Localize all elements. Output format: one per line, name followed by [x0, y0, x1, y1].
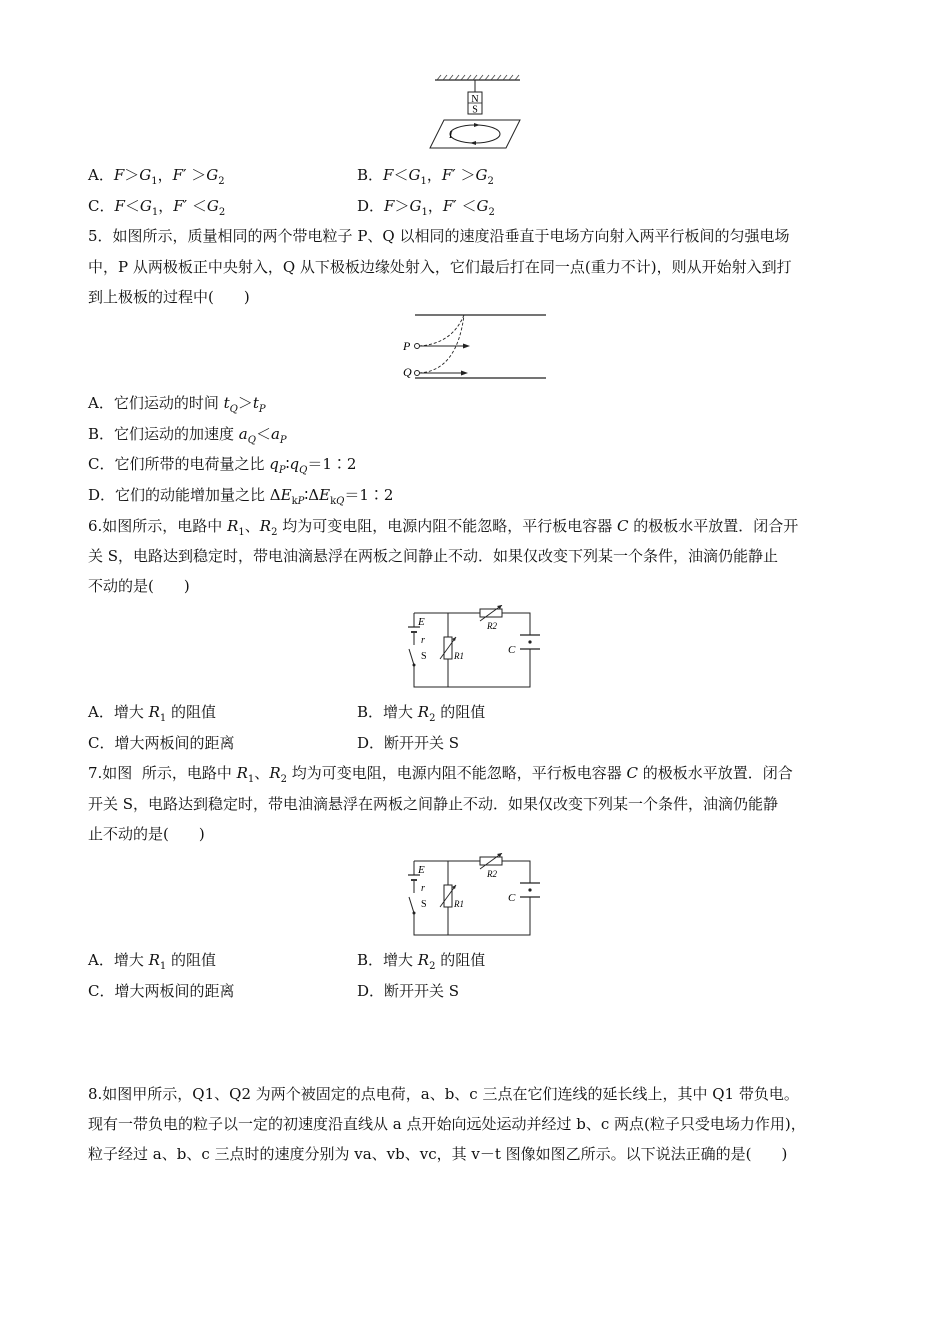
q8-stem-line-3: 粒子经过 a、b、c 三点时的速度分别为 va、vb、vc，其 v－t 图像如图乙所示。以下说法正确的是( ) — [88, 1145, 788, 1163]
q6-option-d: D．断开开关 S — [357, 734, 460, 752]
parallel-plates-figure — [400, 308, 550, 384]
q7-option-b: B．增大 $R_2$ 的阻值 — [357, 951, 486, 972]
q5-option-a: A．它们运动的时间 $t_Q>t_P$ — [88, 394, 266, 415]
internal-resistance-label: r — [421, 883, 425, 894]
switch-label: S — [421, 899, 427, 910]
particle-p-label: P — [403, 339, 411, 353]
current-label: I — [449, 130, 453, 141]
q5-stem-line-2: 中，P 从两极板正中央射入，Q 从下极板边缘处射入，它们最后打在同一点(重力不计)，则从开始射入到打 — [88, 258, 792, 276]
q6-option-b: B．增大 $R_2$ 的阻值 — [357, 703, 486, 724]
internal-resistance-label: r — [421, 635, 425, 646]
q7-option-a: A．增大 $R_1$ 的阻值 — [88, 951, 217, 972]
particle-q-label: Q — [403, 365, 412, 379]
r2-label: R2 — [487, 621, 497, 631]
emf-label: E — [418, 864, 425, 876]
q7-option-d: D．断开开关 S — [357, 982, 460, 1000]
circuit-figure-q7 — [400, 853, 550, 941]
r1-label: R1 — [454, 899, 464, 909]
r1-label: R1 — [454, 651, 464, 661]
q6-stem-line-2: 关 S，电路达到稳定时，带电油滴悬浮在两板之间静止不动．如果仅改变下列某一个条件，油滴仍能静止 — [88, 547, 779, 565]
q6-option-c: C．增大两板间的距离 — [88, 734, 235, 752]
magnet-south-label: S — [472, 104, 478, 116]
q5-stem-line-1: 5．如图所示，质量相同的两个带电粒子 P、Q 以相同的速度沿垂直于电场方向射入两平行板间的匀强电场 — [88, 227, 790, 245]
capacitor-label: C — [508, 892, 516, 904]
magnet-loop-figure — [420, 72, 530, 154]
switch-label: S — [421, 651, 427, 662]
q4-option-b: B．$F<G_1$，$F' >G_2$ — [357, 166, 494, 187]
q7-option-c: C．增大两板间的距离 — [88, 982, 235, 1000]
q6-stem-line-3: 不动的是( ) — [88, 577, 190, 595]
q6-stem-line-1: 6.如图所示，电路中 $R_1$、$R_2$ 均为可变电阻，电源内阻不能忽略，平行板电容器 C 的极板水平放置．闭合开 — [88, 517, 799, 538]
q7-stem-line-2: 开关 S，电路达到稳定时，带电油滴悬浮在两板之间静止不动．如果仅改变下列某一个条件，油滴仍能静 — [88, 795, 779, 813]
q4-option-c: C．$F<G_1$，$F' <G_2$ — [88, 197, 226, 218]
magnet-north-label: N — [471, 94, 479, 105]
q6-option-a: A．增大 $R_1$ 的阻值 — [88, 703, 217, 724]
q8-stem-line-1: 8.如图甲所示，Q1、Q2 为两个被固定的点电荷，a、b、c 三点在它们连线的延长线上，其中 Q1 带负电。 — [88, 1085, 799, 1103]
q8-stem-line-2: 现有一带负电的粒子以一定的初速度沿直线从 a 点开始向远处运动并经过 b、c 两点(粒子只受电场力作用)， — [88, 1115, 806, 1133]
q4-option-d: D．$F>G_1$，$F' <G_2$ — [357, 197, 495, 218]
q5-option-c: C．它们所带的电荷量之比 $q_P∶q_Q=1∶2$ — [88, 455, 357, 476]
q7-stem-line-1: 7.如图 所示，电路中 $R_1$、$R_2$ 均为可变电阻，电源内阻不能忽略，平行板电容器 C 的极板水平放置．闭合 — [88, 764, 793, 785]
circuit-figure-q6 — [400, 605, 550, 693]
r2-label: R2 — [487, 869, 497, 879]
emf-label: E — [418, 616, 425, 628]
q5-option-d: D．它们的动能增加量之比 $\Delta E_{kP}∶\Delta E_{kQ}=1∶2$ — [88, 486, 394, 507]
q7-stem-line-3: 止不动的是( ) — [88, 825, 205, 843]
capacitor-label: C — [508, 644, 516, 656]
q4-option-a: A．$F>G_1$，$F' >G_2$ — [88, 166, 225, 187]
q5-option-b: B．它们运动的加速度 $a_Q<a_P$ — [88, 425, 287, 446]
q5-stem-line-3: 到上极板的过程中( ) — [88, 288, 250, 306]
